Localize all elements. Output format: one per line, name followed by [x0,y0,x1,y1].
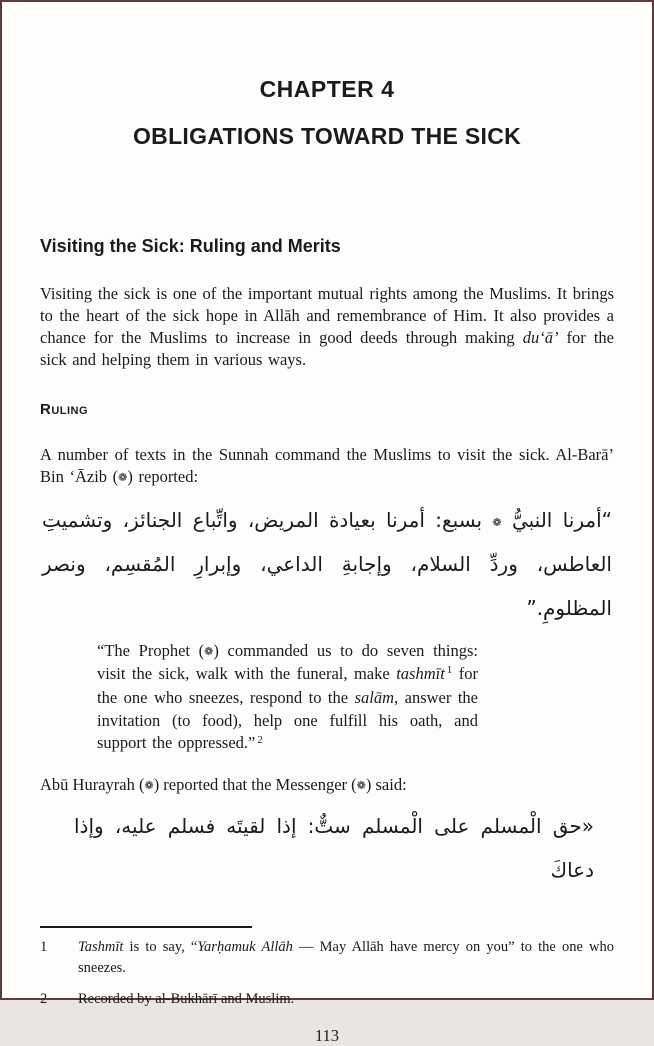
hadith2-lead-1: Abū Hurayrah ( [40,774,145,794]
hadith1-lead-pre: A number of texts in the Sunnah command the Muslims to visit the sick. Al-Barā’ Bin ‘Āzib ( [40,445,614,486]
hadith2-lead-paragraph [40,773,614,796]
hadith2-lead-2: ) reported that the Messenger ( [153,774,357,794]
footnote-2 [40,989,614,1011]
hadith2-arabic-text: «حق الْمسلم على الْمسلم ستٌّ: إذا لقيتَه فسلم عليه، وإذا دعاكَ [74,813,594,882]
honorific-rosette-icon: ❁ [144,779,154,792]
footnote-ref-1: 1 [446,664,453,676]
honorific-rosette-icon: ❁ [492,516,502,529]
hadith1-arabic-text [42,498,612,630]
translation-italic-salam: salām [354,688,395,707]
footnote-1-italic-2: Yarḥamuk Allāh [197,938,293,955]
footnote-2-text: Recorded by al-Bukhārī and Muslim. [78,990,295,1007]
honorific-rosette-icon: ❁ [204,646,214,658]
footnote-1 [40,937,614,980]
footnote-1-text-2: — May Allāh have mercy on you” to the one who sneezes. [78,938,615,976]
translation-text-4: , answer the invitation (to food), help one fulfill his oath, and support the oppressed.” [97,688,479,752]
translation-text-3: for the one who sneezes, respond to the [97,663,478,707]
translation-text-1: “The Prophet ( [97,641,205,660]
page-number: 113 [314,1026,340,1045]
ruling-heading: Ruling [40,401,89,418]
section-heading: Visiting the Sick: Ruling and Merits [40,236,341,256]
hadith1-arabic-pre: “أمرنا النبيُّ [501,508,612,532]
hadith1-translation [97,640,478,757]
hadith1-arabic-post: بسبع: أمرنا بعيادة المريض، واتِّباع الجنائز، وتشميتِ العاطس، وردِّ السلام، وإجابةِ الداعي، وإبرارِ المُقسِم، ونصر المظلومِ.” [42,508,612,620]
hadith2-lead-3: ) said: [365,774,407,794]
chapter-label: CHAPTER 4 [259,76,395,102]
intro-text-pre: Visiting the sick is one of the important mutual rights among the Muslims. It brings to the heart of the sick hope in Allāh and remembrance of Him. It also provides a chance for the Muslims to increase in good deeds through making [40,284,614,347]
footnote-1-text-1: is to say, “ [123,938,198,955]
intro-paragraph [40,283,614,371]
chapter-title: OBLIGATIONS TOWARD THE SICK [132,123,522,149]
hadith1-lead-post: ) reported: [127,467,199,486]
footnote-divider [40,926,252,928]
intro-text-post: for the sick and helping them in various ways. [40,328,615,369]
footnote-1-number: 1 [40,938,48,955]
translation-text-2: ) commanded us to do seven things: visit the sick, walk with the funeral, make [97,641,478,683]
footnote-2-number: 2 [40,990,48,1007]
translation-italic-tashmit: tashmīt [396,663,445,683]
honorific-rosette-icon: ❁ [356,779,366,792]
footnote-ref-2: 2 [257,733,263,746]
footnote-1-text [78,937,614,980]
footnote-1-italic-1: Tashmīt [78,938,124,955]
hadith1-lead-paragraph [40,444,614,488]
honorific-rosette-icon: ❁ [118,472,128,484]
intro-italic-term: du‘ā’ [522,328,559,347]
